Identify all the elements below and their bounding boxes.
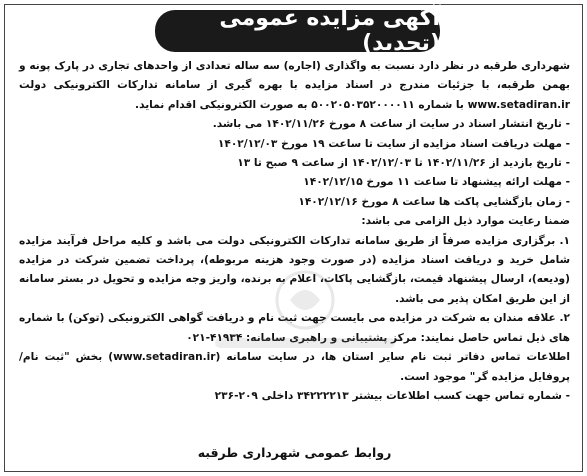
footer-signature: روابط عمومی شهرداری طرقبه	[197, 445, 392, 460]
requirement-item-2: ۲. علاقه مندان به شرکت در مزایده می بایست جهت ثبت نام و دریافت گواهی الکترونیکی (توکن) با شماره های ذیل تماس حاصل نمایند: مرکز پشتیبانی و راهبری سامانه: ۴۱۹۳۴-۰۲۱	[19, 312, 570, 344]
contact-line: - شماره تماس جهت کسب اطلاعات بیشتر ۳۴۲۲۲۲۱۳ داخلی ۲۰۹-۲۳۶	[214, 389, 570, 402]
notice-title: آگهی مزایده عمومی (تجدید)	[219, 6, 440, 56]
notice-title-banner	[155, 6, 440, 56]
notice-body	[19, 57, 570, 406]
schedule-item-receive-docs: - مهلت دریافت اسناد مزایده از سایت تا ساعت ۱۹ مورخ ۱۴۰۲/۱۲/۰۳	[217, 137, 570, 150]
requirement-item-3: اطلاعات تماس دفاتر ثبت نام سایر استان ها، در سایت سامانه (www.setadiran.ir) بخش "ثبت نام/پروفایل مزایده گر" موجود است.	[19, 351, 570, 383]
schedule-item-publish: - تاریخ انتشار اسناد در سایت از ساعت ۸ مورخ ۱۴۰۲/۱۱/۲۶ می باشد.	[212, 118, 570, 131]
requirement-item-1: ۱. برگزاری مزایده صرفاً از طریق سامانه تدارکات الکترونیکی دولت می باشد و کلیه مراحل فرآیند مزایده شامل خرید و دریافت اسناد مزایده (در صورت وجود هزینه مربوطه)، پرداخت تضمین شرکت در مزایده (ودیعه)، ارسال پیشنهاد قیمت، بازگشایی پاکات، اعلام به برنده، واریز وجه مزایده و تحویل در بستر سامانه از این طریق امکان پذیر می باشد.	[19, 234, 570, 305]
schedule-item-opening: - زمان بازگشایی پاکت ها ساعت ۸ مورخ ۱۴۰۲/۱۲/۱۶	[298, 195, 570, 208]
requirements-heading: ضمنا رعایت موارد ذیل الزامی می باشد:	[361, 215, 570, 228]
schedule-item-offer-deadline: - مهلت ارائه پیشنهاد تا ساعت ۱۱ مورخ ۱۴۰۲/۱۲/۱۵	[303, 176, 570, 189]
intro-paragraph: شهرداری طرقبه در نظر دارد نسبت به واگذاری (اجاره) سه ساله تعدادی از واحدهای تجاری در پارک پونه و بهمن طرقبه، با جزئیات مندرج در اسناد مزایده با بهره گیری از سامانه تدارکات الکترونیکی دولت www.setadiran.ir با شماره ۵۰۰۲۰۵۰۳۵۲۰۰۰۰۱۱ به صورت الکترونیکی اقدام نماید.	[19, 60, 570, 111]
schedule-item-visit: - تاریخ بازدید از ۱۴۰۲/۱۱/۲۶ تا ۱۴۰۲/۱۲/۰۳ از ساعت ۹ صبح تا ۱۳	[237, 157, 570, 170]
notice-frame	[4, 4, 583, 472]
